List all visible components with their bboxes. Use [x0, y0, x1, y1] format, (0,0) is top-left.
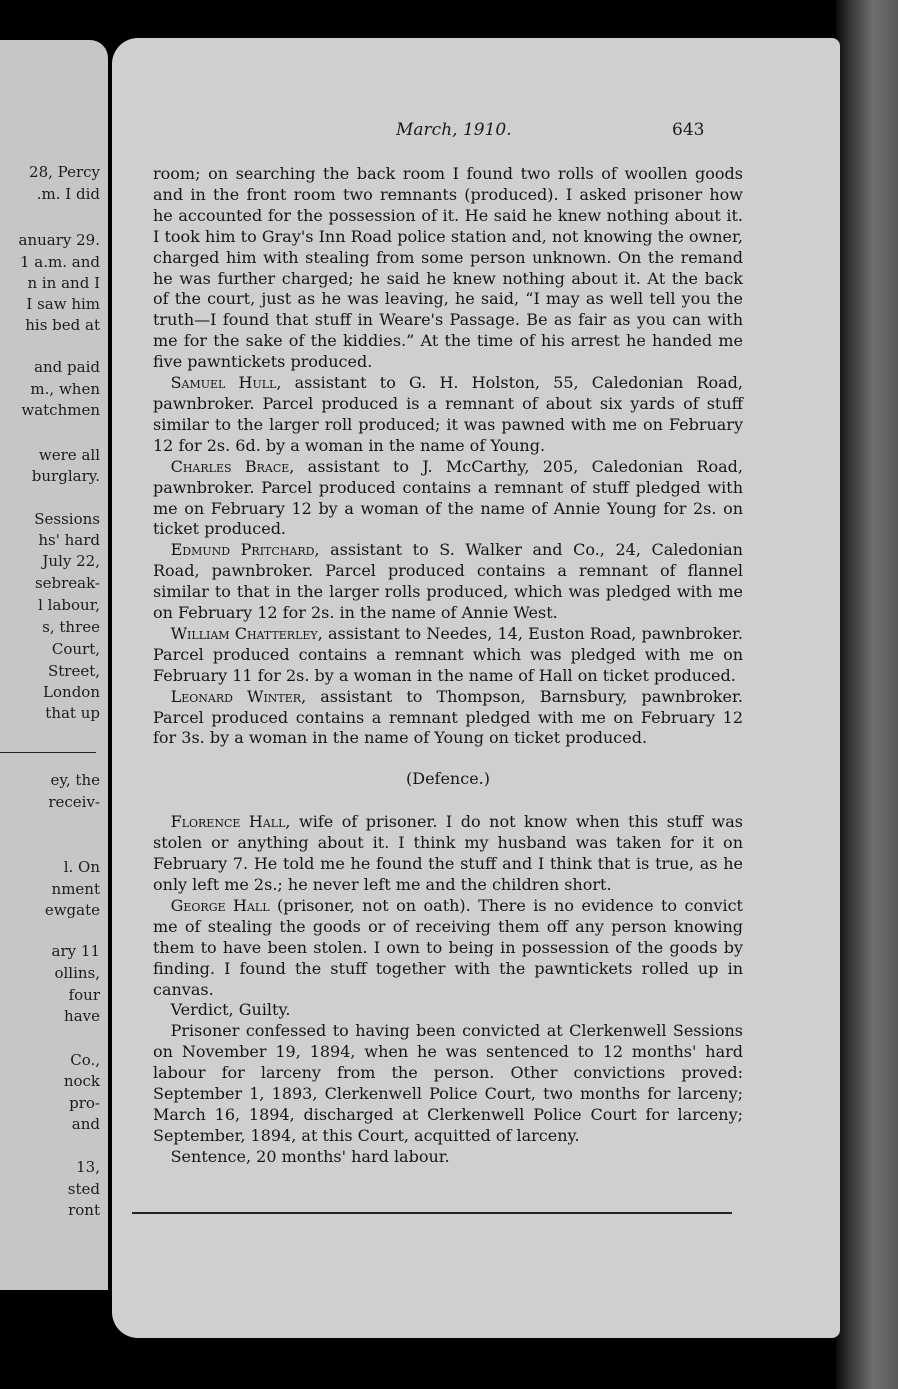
witness-text: , assistant to Needes, 14, Euston Road, pawnbroker. Parcel produced contains a remnant which was pledged with me on February 11 for 2s. by a woman in the name of Hall on ticket produced. — [153, 623, 743, 685]
margin-line: anuary 29. — [18, 231, 100, 249]
margin-line: hs' hard — [38, 531, 100, 549]
margin-line: that up — [45, 704, 100, 722]
witness-paragraph — [153, 687, 743, 750]
defence-heading: (Defence.) — [406, 769, 490, 789]
margin-line: nock — [63, 1072, 100, 1090]
margin-line: sted — [67, 1180, 100, 1198]
witness-name: Charles Brace — [170, 456, 290, 476]
margin-line: receiv- — [48, 793, 100, 811]
margin-line: Sessions — [34, 510, 100, 528]
witness-name: Samuel Hull — [170, 373, 277, 393]
defence-name: George Hall — [170, 895, 270, 915]
margin-line: ewgate — [44, 901, 100, 919]
margin-line: burglary. — [31, 467, 100, 485]
margin-line: Co., — [70, 1051, 100, 1069]
defence-name: Florence Hall — [170, 812, 286, 832]
witness-paragraph — [153, 540, 743, 624]
facing-page-fragment — [0, 40, 108, 1290]
margin-line: I saw him — [26, 295, 100, 313]
margin-line: ront — [68, 1201, 100, 1219]
witness-text: , assistant to J. McCarthy, 205, Caledonian Road, pawnbroker. Parcel produced contains a remnant of stuff pledged with me on February 12 by a woman of the name of Annie Young for 2s. on ticket produced. — [153, 456, 743, 539]
margin-line: pro- — [69, 1094, 100, 1112]
margin-line: ey, the — [50, 771, 100, 789]
witness-text: , assistant to S. Walker and Co., 24, Caledonian Road, pawnbroker. Parcel produced contains a remnant of flannel similar to that in the larger rolls produced, which was pledged with me on February 12 for 2s. in the name of Annie West. — [153, 540, 743, 623]
witness-paragraph — [153, 624, 743, 687]
margin-line: his bed at — [25, 316, 100, 334]
document-page — [112, 38, 840, 1338]
sentence: Sentence, 20 months' hard labour. — [170, 1146, 450, 1166]
verdict: Verdict, Guilty. — [170, 1000, 291, 1020]
witness-name: Edmund Pritchard — [170, 540, 315, 560]
defence-text: , wife of prisoner. I do not know when this stuff was stolen or anything about it. I think my husband was taken for it on February 7. He told me he found the stuff and I think that is true, as he only left me 2s.; he never left me and the children short. — [153, 812, 743, 894]
margin-line: l. On — [63, 858, 100, 876]
margin-line: Street, — [47, 662, 100, 680]
margin-line: l labour, — [38, 596, 100, 614]
paragraph: room; on searching the back room I found two rolls of woollen goods and in the front room two remnants (produced). I asked prisoner how he accounted for the possession of it. He said he knew nothing about it. I took him to Gray's Inn Road police station and, not knowing the owner, charged him with stealing from some person unknown. On the remand he was further charged; he said he knew nothing about it. At the back of the court, just as he was leaving, he said, “I may as well tell you the truth—I found that stuff in Weare's Passage. Be as fair as you can with me for the sake of the kiddies.” At the time of his arrest he handed me five pawntickets produced. — [153, 164, 743, 372]
end-rule — [132, 1212, 732, 1214]
margin-line: watchmen — [21, 401, 100, 419]
margin-line: July 22, — [42, 552, 100, 570]
margin-line: four — [68, 986, 100, 1004]
margin-line: and paid — [34, 358, 100, 376]
margin-line: London — [43, 683, 100, 701]
margin-line: were all — [38, 446, 100, 464]
margin-line: Court, — [51, 640, 100, 658]
page-body — [153, 164, 743, 1168]
margin-line: nment — [51, 880, 100, 898]
margin-line: have — [64, 1007, 100, 1025]
margin-line: n in and I — [27, 274, 100, 292]
witness-paragraph — [153, 373, 743, 457]
margin-line: and — [71, 1115, 100, 1133]
page-number: 643 — [672, 120, 705, 140]
book-edge — [836, 0, 898, 1389]
margin-line: 28, Percy — [29, 163, 100, 181]
margin-line: sebreak- — [34, 574, 100, 592]
margin-line: 13, — [76, 1158, 100, 1176]
margin-line: ollins, — [54, 964, 100, 982]
defence-text: (prisoner, not on oath). There is no evidence to convict me of stealing the goods or of receiving them off any person knowing them to have been stolen. I own to being in possession of the goods by finding. I found the stuff together with the pawntickets rolled up in canvas. — [153, 895, 743, 999]
margin-line: 1 a.m. and — [20, 253, 100, 271]
margin-rule — [0, 752, 96, 753]
convictions-paragraph: Prisoner confessed to having been convicted at Clerkenwell Sessions on November 19, 1894, when he was sentenced to 12 months' hard labour for larceny from the person. Other convictions proved: September 1, 1893, Clerkenwell Police Court, two months for larceny; March 16, 1894, discharged at Clerkenwell Police Court for larceny; September, 1894, at this Court, acquitted of larceny. — [153, 1021, 743, 1145]
defence-paragraph — [153, 812, 743, 896]
margin-line: .m. I did — [36, 185, 100, 203]
witness-paragraph — [153, 457, 743, 541]
header-title: March, 1910. — [396, 120, 512, 140]
witness-name: Leonard Winter — [170, 686, 302, 706]
margin-line: s, three — [42, 618, 100, 636]
witness-text: , assistant to G. H. Holston, 55, Caledonian Road, pawnbroker. Parcel produced is a remnant of about six yards of stuff similar to the larger roll produced; it was pawned with me on February 12 for 2s. 6d. by a woman in the name of Young. — [153, 373, 744, 455]
margin-line: ary 11 — [51, 942, 100, 960]
witness-text: , assistant to Thompson, Barnsbury, pawnbroker. Parcel produced contains a remnant pledged with me on February 12 for 3s. by a woman in the name of Young on ticket produced. — [153, 686, 743, 748]
running-header — [112, 120, 840, 142]
defence-paragraph — [153, 896, 743, 1001]
margin-line: m., when — [30, 380, 100, 398]
witness-name: William Chatterley — [170, 623, 318, 643]
